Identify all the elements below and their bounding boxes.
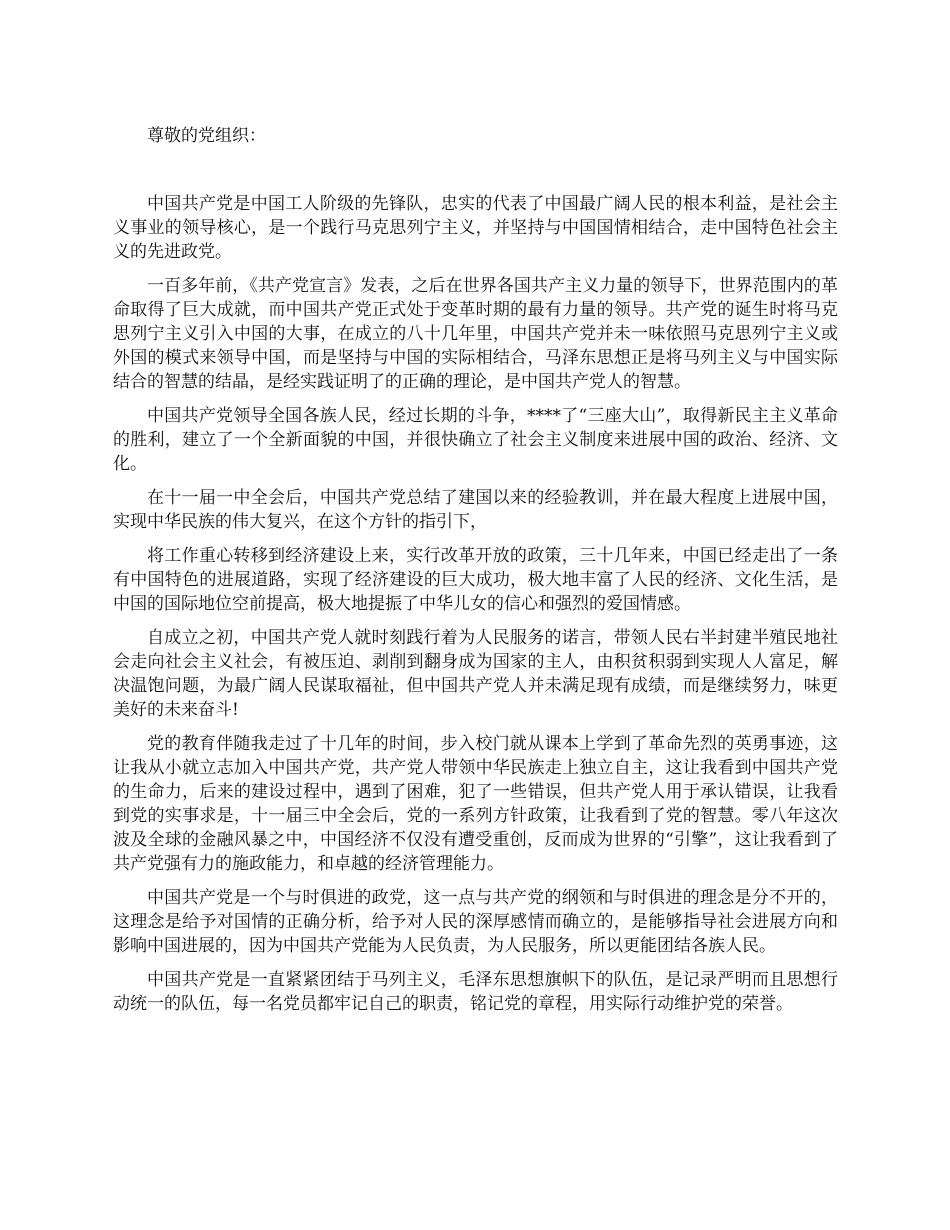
paragraph-4: 在十一届一中全会后，中国共产党总结了建国以来的经验教训，并在最大程度上进展中国，实现中华民族的伟大复兴，在这个方针的指引下，	[113, 488, 838, 532]
paragraph-8: 中国共产党是一个与时俱进的政党，这一点与共产党的纲领和与时俱进的理念是分不开的，这理念是给予对国情的正确分析，给予对人民的深厚感情而确立的，是能够指导社会进展方向和影响中国进展的，因为中国共产党能为人民负责，为人民服务，所以更能团结各族人民。	[113, 888, 838, 956]
document-page	[113, 124, 838, 1026]
paragraph-2: 一百多年前，《共产党宣言》发表，之后在世界各国共产主义力量的领导下，世界范围内的革命取得了巨大成就，而中国共产党正式处于变革时期的最有力量的领导。共产党的诞生时将马克思列宁主义引入中国的大事，在成立的八十几年里，中国共产党并未一味依照马克思列宁主义或外国的模式来领导中国，而是坚持与中国的实际相结合，马泽东思想正是将马列主义与中国实际结合的智慧的结晶，是经实践证明了的正确的理论，是中国共产党人的智慧。	[113, 276, 838, 392]
paragraph-9: 中国共产党是一直紧紧团结于马列主义，毛泽东思想旗帜下的队伍，是记录严明而且思想行动统一的队伍，每一名党员都牢记自己的职责，铭记党的章程，用实际行动维护党的荣誉。	[113, 970, 838, 1014]
paragraph-3: 中国共产党领导全国各族人民，经过长期的斗争，****了“三座大山”，取得新民主主义革命的胜利，建立了一个全新面貌的中国，并很快确立了社会主义制度来进展中国的政治、经济、文化。	[113, 406, 838, 474]
paragraph-5: 将工作重心转移到经济建设上来，实行改革开放的政策，三十几年来，中国已经走出了一条有中国特色的进展道路，实现了经济建设的巨大成功，极大地丰富了人民的经济、文化生活，是中国的国际地位空前提高，极大地提振了中华儿女的信心和强烈的爱国情感。	[113, 546, 838, 614]
letter-greeting: 尊敬的党组织：	[147, 126, 266, 146]
paragraph-1: 中国共产党是中国工人阶级的先锋队，忠实的代表了中国最广阔人民的根本利益，是社会主义事业的领导核心，是一个践行马克思列宁主义，并坚持与中国国情相结合，走中国特色社会主义的先进政党。	[113, 194, 838, 262]
paragraph-7: 党的教育伴随我走过了十几年的时间，步入校门就从课本上学到了革命先烈的英勇事迹，这让我从小就立志加入中国共产党，共产党人带领中华民族走上独立自主，这让我看到中国共产党的生命力，后来的建设过程中，遇到了困难，犯了一些错误，但共产党人用于承认错误，让我看到党的实事求是，十一届三中全会后，党的一系列方针政策，让我看到了党的智慧。零八年这次波及全球的金融风暴之中，中国经济不仅没有遭受重创，反而成为世界的“引擎”，这让我看到了共产党强有力的施政能力，和卓越的经济管理能力。	[113, 734, 838, 874]
paragraph-6: 自成立之初，中国共产党人就时刻践行着为人民服务的诺言，带领人民右半封建半殖民地社会走向社会主义社会，有被压迫、剥削到翻身成为国家的主人，由积贫积弱到实现人人富足，解决温饱问题，为最广阔人民谋取福祉，但中国共产党人并未满足现有成绩，而是继续努力，味更美好的未来奋斗!	[113, 628, 838, 720]
